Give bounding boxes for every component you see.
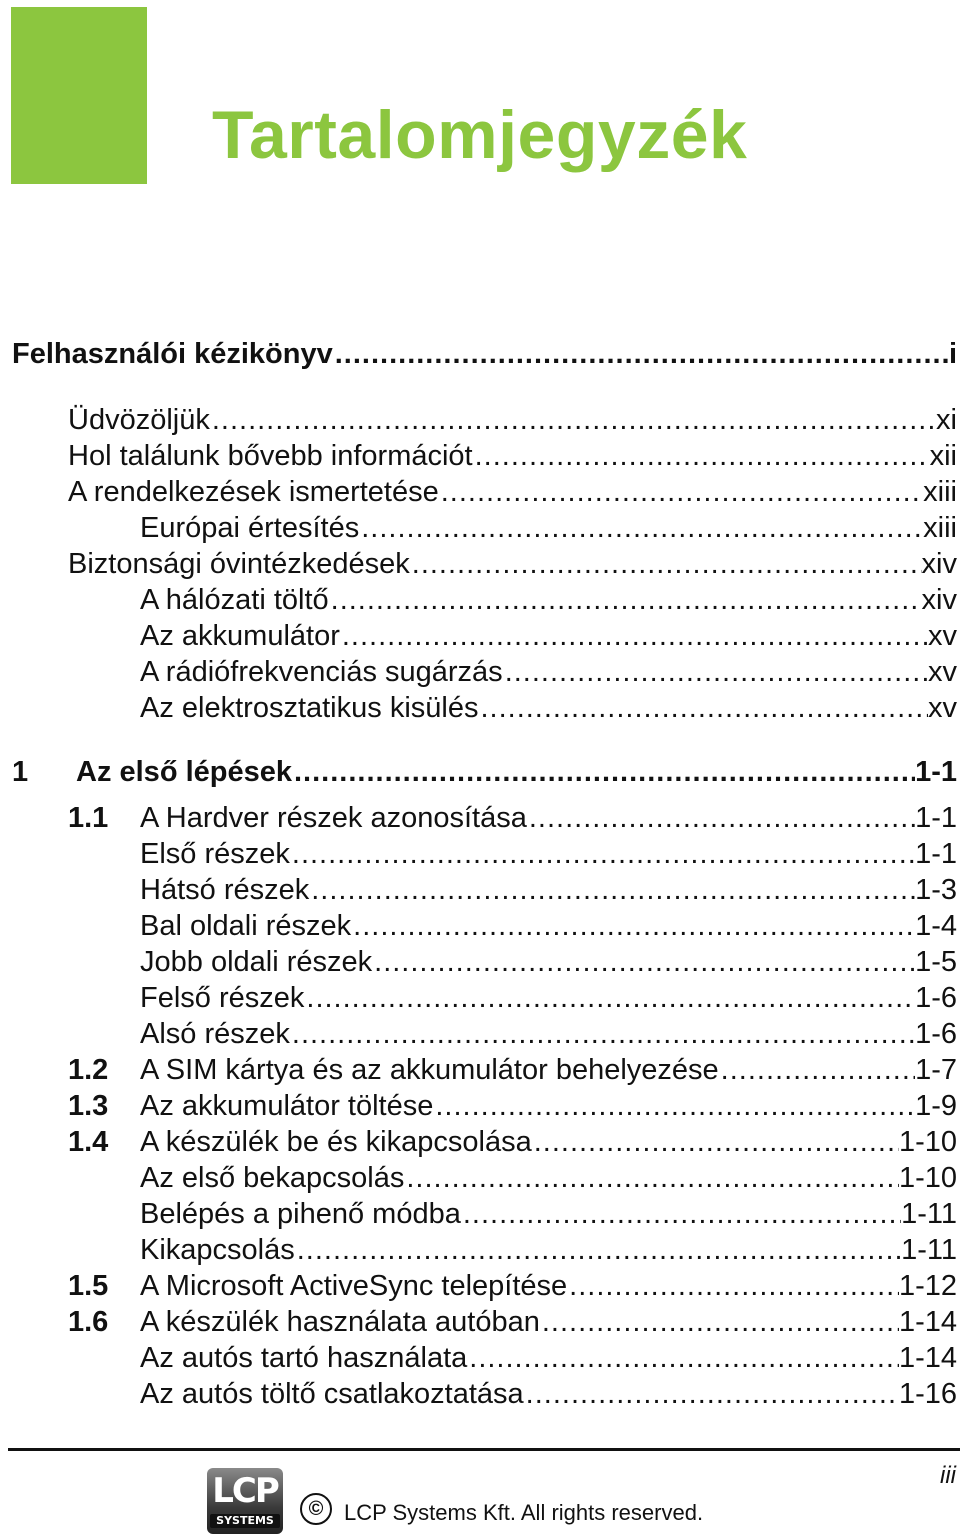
toc-entry-title: Felhasználói kézikönyv (12, 338, 333, 370)
toc-entry-page: 1-11 (901, 1234, 957, 1266)
toc-entry-title: Európai értesítés (140, 512, 360, 544)
toc-entry-title: Az autós töltő csatlakoztatása (140, 1378, 524, 1410)
toc-entry[interactable] (0, 754, 960, 790)
toc-entry-page: 1-1 (915, 838, 957, 870)
toc-entry[interactable] (0, 1124, 960, 1160)
dot-leader (527, 800, 915, 836)
toc-entry-title: Biztonsági óvintézkedések (68, 548, 410, 580)
dot-leader (372, 944, 915, 980)
toc-entry-page: 1-10 (898, 1126, 957, 1158)
toc-entry[interactable] (0, 402, 960, 438)
toc-entry-title: A rendelkezések ismertetése (68, 476, 439, 508)
toc-entry[interactable] (0, 510, 960, 546)
toc-entry-page: 1-1 (915, 802, 957, 834)
dot-leader (467, 1340, 899, 1376)
dot-leader (359, 510, 923, 546)
toc-entry-page: 1-6 (915, 982, 957, 1014)
toc-entry-title: A SIM kártya és az akkumulátor behelyezése (140, 1054, 719, 1086)
toc-entry-title: A készülék be és kikapcsolása (140, 1126, 532, 1158)
section-number: 1.2 (68, 1054, 109, 1086)
toc-entry-title: Az akkumulátor töltése (140, 1090, 434, 1122)
dot-leader (433, 1088, 915, 1124)
toc-entry[interactable] (0, 438, 960, 474)
toc-entry-title: Az első lépések (76, 756, 292, 788)
toc-entry-title: Hol találunk bővebb információt (68, 440, 473, 472)
toc-entry-title: Üdvözöljük (68, 404, 210, 436)
toc-entry[interactable] (0, 654, 960, 690)
dot-leader (540, 1304, 899, 1340)
toc-entry-title: Az akkumulátor (140, 620, 340, 652)
toc-entry-page: 1-7 (915, 1054, 957, 1086)
dot-leader (404, 1160, 899, 1196)
toc-entry-page: xiv (921, 548, 957, 580)
toc-entry[interactable] (0, 1232, 960, 1268)
toc-entry-title: Első részek (140, 838, 290, 870)
dot-leader (478, 690, 928, 726)
dot-leader (719, 1052, 915, 1088)
toc-entry[interactable] (0, 1268, 960, 1304)
toc-entry-title: Alsó részek (140, 1018, 290, 1050)
dot-leader (532, 1124, 899, 1160)
toc-entry-page: xv (928, 692, 957, 724)
toc-entry-title: Bal oldali részek (140, 910, 352, 942)
section-number: 1.6 (68, 1306, 109, 1338)
toc-entry[interactable] (0, 800, 960, 836)
toc-entry-page: 1-3 (915, 874, 957, 906)
toc-entry[interactable] (0, 944, 960, 980)
dot-leader (351, 908, 915, 944)
toc-entry-page: xii (929, 440, 957, 472)
toc-entry-page: 1-1 (915, 756, 957, 788)
toc-entry-title: Az első bekapcsolás (140, 1162, 405, 1194)
dot-leader (290, 836, 915, 872)
footer-divider (8, 1448, 960, 1451)
toc-entry-title: A rádiófrekvenciás sugárzás (140, 656, 503, 688)
chapter-color-block (11, 7, 147, 184)
toc-entry[interactable] (0, 582, 960, 618)
toc-entry[interactable] (0, 836, 960, 872)
toc-entry[interactable] (0, 336, 960, 372)
toc-entry-page: xv (928, 656, 957, 688)
toc-entry-title: A Microsoft ActiveSync telepítése (140, 1270, 568, 1302)
section-number: 1.5 (68, 1270, 109, 1302)
toc-entry-title: Kikapcsolás (140, 1234, 295, 1266)
toc-entry-page: 1-11 (901, 1198, 957, 1230)
page-number: iii (940, 1462, 956, 1489)
section-number: 1.4 (68, 1126, 109, 1158)
toc-entry[interactable] (0, 474, 960, 510)
toc-entry-title: Jobb oldali részek (140, 946, 373, 978)
logo-text: LCP (212, 1471, 278, 1511)
toc-entry-title: Hátsó részek (140, 874, 310, 906)
toc-entry-page: 1-14 (898, 1306, 957, 1338)
toc-entry[interactable] (0, 546, 960, 582)
toc-entry[interactable] (0, 690, 960, 726)
toc-entry[interactable] (0, 618, 960, 654)
toc-entry[interactable] (0, 1160, 960, 1196)
dot-leader (524, 1376, 899, 1412)
dot-leader (567, 1268, 899, 1304)
dot-leader (329, 582, 922, 618)
chapter-number: 1 (12, 756, 29, 788)
toc-entry-page: xv (928, 620, 957, 652)
dot-leader (503, 654, 928, 690)
dot-leader (309, 872, 915, 908)
toc-entry-page: 1-16 (898, 1378, 957, 1410)
dot-leader (295, 1232, 901, 1268)
toc-entry-page: 1-10 (898, 1162, 957, 1194)
dot-leader (410, 546, 922, 582)
toc-entry[interactable] (0, 1052, 960, 1088)
dot-leader (210, 402, 936, 438)
copyright-icon: © (300, 1493, 332, 1525)
lcp-systems-logo (207, 1468, 283, 1534)
toc-entry-page: 1-14 (898, 1342, 957, 1374)
toc-entry-title: A Hardver részek azonosítása (140, 802, 527, 834)
dot-leader (292, 754, 915, 790)
toc-entry[interactable] (0, 1376, 960, 1412)
dot-leader (340, 618, 928, 654)
toc-entry-page: 1-6 (915, 1018, 957, 1050)
page-title: Tartalomjegyzék (212, 97, 748, 173)
toc-entry-page: 1-4 (915, 910, 957, 942)
copyright-text: LCP Systems Kft. All rights reserved. (344, 1500, 704, 1525)
toc-entry[interactable] (0, 1088, 960, 1124)
toc-entry-title: Felső részek (140, 982, 305, 1014)
toc-entry[interactable] (0, 1340, 960, 1376)
toc-entry-page: 1-5 (915, 946, 957, 978)
toc-entry-page: xiv (921, 584, 957, 616)
toc-entry-title: Az elektrosztatikus kisülés (140, 692, 479, 724)
toc-entry[interactable] (0, 1016, 960, 1052)
toc-entry[interactable] (0, 908, 960, 944)
toc-entry[interactable] (0, 1196, 960, 1232)
toc-entry-page: 1-12 (898, 1270, 957, 1302)
toc-entry-page: xi (936, 404, 957, 436)
dot-leader (461, 1196, 901, 1232)
toc-entry-title: Belépés a pihenő módba (140, 1198, 461, 1230)
dot-leader (290, 1016, 915, 1052)
section-number: 1.3 (68, 1090, 109, 1122)
toc-entry-page: xiii (923, 476, 957, 508)
toc-entry-page: xiii (923, 512, 957, 544)
dot-leader (333, 336, 949, 372)
toc-entry[interactable] (0, 980, 960, 1016)
toc-entry-title: A készülék használata autóban (140, 1306, 540, 1338)
dot-leader (439, 474, 923, 510)
toc-entry-title: Az autós tartó használata (140, 1342, 468, 1374)
toc-entry-title: A hálózati töltő (140, 584, 329, 616)
section-number: 1.1 (68, 802, 109, 834)
toc-entry-page: 1-9 (915, 1090, 957, 1122)
dot-leader (473, 438, 930, 474)
toc-entry[interactable] (0, 1304, 960, 1340)
dot-leader (304, 980, 915, 1016)
logo-subtext: SYSTEMS (210, 1514, 280, 1528)
toc-entry-page: i (948, 338, 957, 370)
toc-entry[interactable] (0, 872, 960, 908)
